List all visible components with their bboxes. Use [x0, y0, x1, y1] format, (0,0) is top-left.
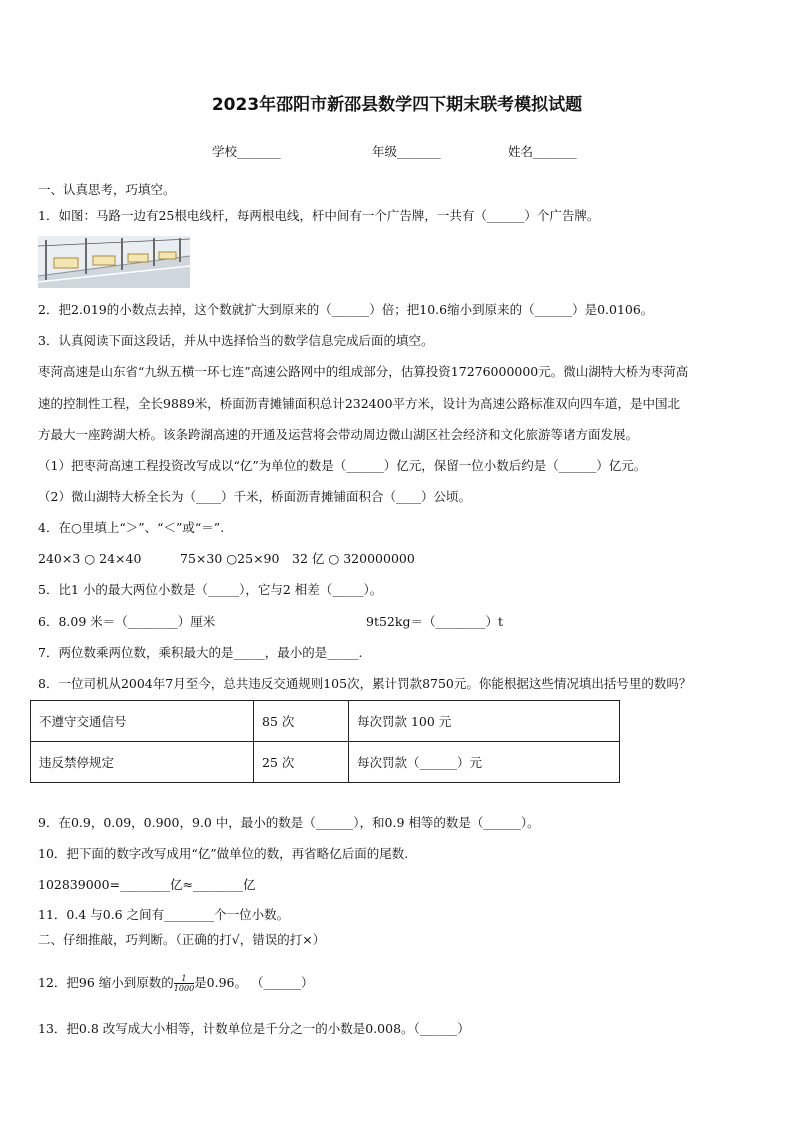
table-cell: 85 次	[254, 701, 349, 742]
fraction-denominator: 1000	[173, 984, 195, 993]
question-6-b: 9t52kg＝（________）t	[366, 614, 503, 629]
traffic-fines-table	[30, 700, 620, 783]
fraction	[174, 974, 194, 993]
fraction-numerator: 1	[174, 974, 194, 984]
page-title: 2023年邵阳市新邵县数学四下期末联考模拟试题	[211, 95, 583, 115]
question-12-prefix: 12．把96 缩小到原数的	[38, 975, 174, 990]
question-3-part-2: （2）微山湖特大桥全长为（____）千米，桥面沥青摊铺面积合（____）公顷。	[38, 489, 471, 504]
question-11: 11．0.4 与0.6 之间有________个一位小数。	[38, 907, 290, 922]
question-3: 3．认真阅读下面这段话，并从中选择恰当的数学信息完成后面的填空。	[38, 333, 434, 348]
question-7: 7．两位数乘两位数，乘积最大的是_____，最小的是_____.	[38, 645, 363, 660]
question-10: 10．把下面的数字改写成用“亿”做单位的数，再省略亿后面的尾数.	[38, 846, 409, 861]
table-cell: 25 次	[254, 742, 349, 783]
grade-field[interactable]: 年级_______	[372, 144, 441, 159]
road-illustration	[38, 236, 190, 288]
table-row	[31, 701, 620, 742]
question-8: 8．一位司机从2004年7月至今，总共违反交通规则105次，累计罚款8750元。你能根据这些情况填出括号里的数吗？	[38, 676, 692, 691]
question-3-passage-1: 枣菏高速是山东省“九纵五横一环七连”高速公路网中的组成部分，估算投资17276000000元。微山湖特大桥为枣菏高	[38, 364, 689, 379]
section-2-heading: 二、仔细推敲，巧判断。（正确的打√，错误的打×）	[38, 932, 326, 947]
question-12	[38, 974, 313, 993]
question-3-passage-3: 方最大一座跨湖大桥。该条跨湖高速的开通及运营将会带动周边微山湖区社会经济和文化旅游等诸方面发展。	[38, 427, 639, 442]
section-1-heading: 一、认真思考，巧填空。	[38, 182, 176, 197]
question-1: 1．如图：马路一边有25根电线杆，每两根电线，杆中间有一个广告牌，一共有（______）个广告牌。	[38, 208, 600, 223]
question-13: 13．把0.8 改写成大小相等，计数单位是千分之一的小数是0.008。（______）	[38, 1021, 470, 1036]
table-cell: 每次罚款（______）元	[349, 742, 620, 783]
question-3-passage-2: 速的控制性工程，全长9889米，桥面沥青摊铺面积总计232400平方米，设计为高速公路标准双向四车道，是中国北	[38, 396, 681, 411]
question-4-c: 32 亿 ○ 320000000	[292, 551, 415, 566]
name-field[interactable]: 姓名_______	[508, 144, 577, 159]
table-row	[31, 742, 620, 783]
school-field[interactable]: 学校_______	[212, 144, 281, 159]
question-4-b: 75×30 ○25×90	[180, 551, 280, 566]
question-3-part-1: （1）把枣菏高速工程投资改写成以“亿”为单位的数是（______）亿元，保留一位小数后约是（______）亿元。	[38, 458, 647, 473]
question-9: 9．在0.9，0.09，0.900，9.0 中，最小的数是（______），和0.9 相等的数是（______）。	[38, 815, 540, 830]
question-6-a: 6．8.09 米＝（________）厘米	[38, 614, 216, 629]
table-cell: 不遵守交通信号	[31, 701, 254, 742]
question-5: 5．比1 小的最大两位小数是（_____），它与2 相差（_____）。	[38, 582, 383, 597]
question-4: 4．在○里填上“＞”、“＜”或“＝”.	[38, 520, 225, 535]
question-10-a: 102839000=________亿≈________亿	[38, 877, 256, 892]
question-12-suffix: 是0.96。 （______）	[194, 975, 314, 990]
table-cell: 每次罚款 100 元	[349, 701, 620, 742]
table-cell: 违反禁停规定	[31, 742, 254, 783]
question-2: 2．把2.019的小数点去掉，这个数就扩大到原来的（______）倍；把10.6缩小到原来的（______）是0.0106。	[38, 302, 654, 317]
question-4-a: 240×3 ○ 24×40	[38, 551, 142, 566]
